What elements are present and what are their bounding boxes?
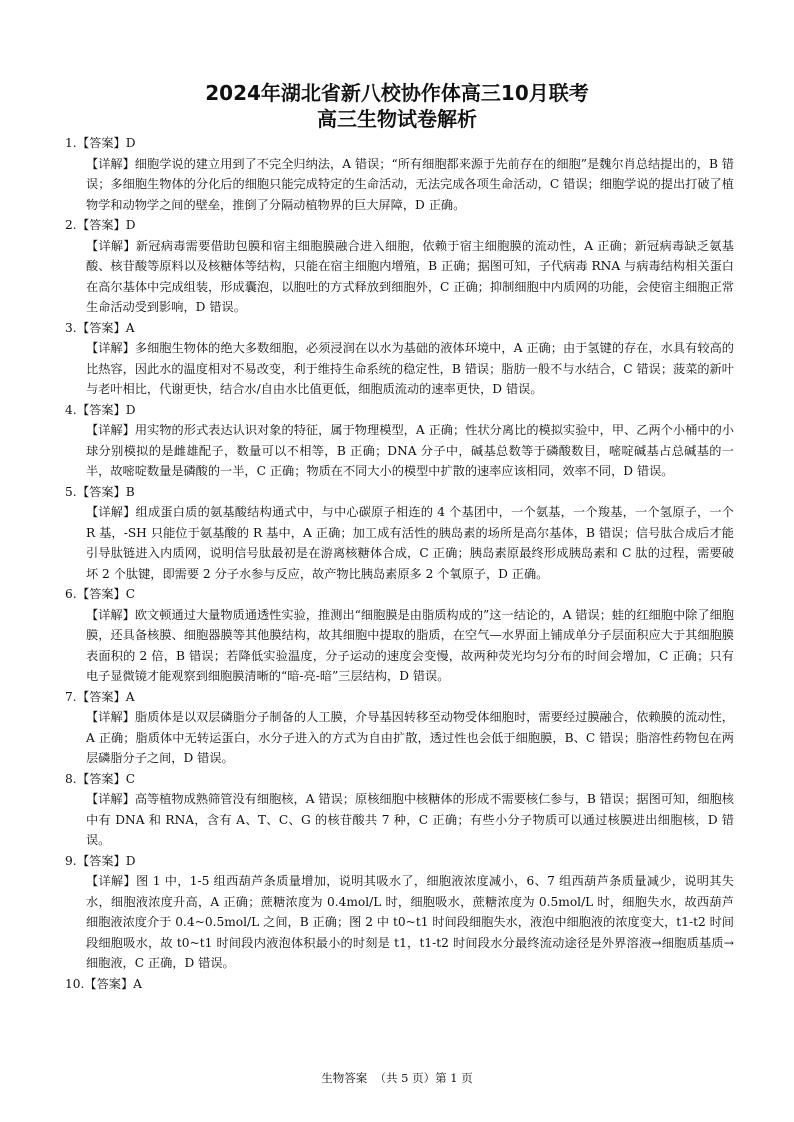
answer-line [64,974,734,995]
question-number: 7. [65,689,77,704]
page-subtitle: 高三生物试卷解析 [317,107,477,131]
answer-text: 【答案】C [77,587,136,601]
question-item-8 [64,769,734,851]
question-item-5 [64,482,734,585]
question-item-3 [64,318,734,400]
explanation-text: 【详解】细胞学说的建立用到了不完全归纳法，A 错误；“所有细胞都来源于先前存在的细胞”是魏尔肖总结提出的，B 错误；多细胞生物体的分化后的细胞只能完成特定的生命活动，无法完成各项生命活动，C 错误；细胞学说的提出打破了植物学和动物学之间的壁垒，推倒了分隔动植物界的巨大屏障，D 正确。 [86,156,734,212]
question-number: 10. [65,976,85,991]
question-number: 6. [65,587,77,601]
page-footer: 生物答案 （共 5 页）第 1 页 [321,1071,473,1085]
answer-line [64,851,734,872]
answer-text: 【答案】A [77,689,135,704]
question-item-9 [64,851,734,974]
answer-list [64,133,734,994]
answer-text: 【答案】A [84,976,142,991]
explanation-text: 【详解】脂质体是以双层磷脂分子制备的人工膜，介导基因转移至动物受体细胞时，需要经过膜融合，依赖膜的流动性，A 正确；脂质体中无转运蛋白，水分子进入的方式为自由扩散，透过性也会低于细胞膜，B、C 错误；脂溶性药物包在两层磷脂分子之间，D 错误。 [86,710,734,765]
answer-line [64,215,734,236]
question-number: 2. [65,218,77,232]
answer-line [64,482,734,503]
question-number: 1. [65,136,77,150]
question-item-7 [64,687,734,769]
answer-text: 【答案】D [77,136,136,150]
question-number: 5. [65,484,77,499]
explanation-text: 【详解】图 1 中，1-5 组西葫芦条质量增加，说明其吸水了，细胞液浓度减小，6、7 组西葫芦条质量减少，说明其失水，细胞液浓度升高，A 正确；蔗糖浓度为 0.4mol/L 时，细胞吸水，蔗糖浓度为 0.5mol/L 时，细胞失水，故西葫芦细胞液浓度介于 0.4~0.5mol/L 之间，B 正确；图 2 中 t0~t1 时间段细胞失水，液泡中细胞液的浓度变大，t1-t2 时间段细胞吸水，故 t0~t1 时间段内液泡体积最小的时刻是 t1，t1-t2 时间段水分最终流动途径是外界溶液→细胞质基质→细胞液，C 正确，D 错误。 [86,874,734,970]
answer-line [64,687,734,708]
answer-text: 【答案】D [77,853,136,868]
answer-text: 【答案】A [77,320,135,335]
answer-text: 【答案】D [77,402,136,417]
question-number: 8. [65,771,77,786]
answer-text: 【答案】B [77,484,135,499]
answer-line [64,400,734,421]
question-item-4 [64,400,734,482]
answer-text: 【答案】C [77,771,136,786]
answer-line [64,769,734,790]
answer-text: 【答案】D [77,218,136,232]
question-number: 9. [65,853,77,868]
question-item-1 [64,133,734,215]
explanation-text: 【详解】新冠病毒需要借助包膜和宿主细胞膜融合进入细胞，依赖于宿主细胞膜的流动性，A 正确；新冠病毒缺乏氨基酸、核苷酸等原料以及核糖体等结构，只能在宿主细胞内增殖，B 正确；据图可知，子代病毒 RNA 与病毒结构相关蛋白在高尔基体中完成组装，形成囊泡，以胞吐的方式释放到细胞外，C 正确；抑制细胞中内质网的功能，会使宿主细胞正常生命活动受到影响，D 错误。 [86,238,734,314]
explanation-text: 【详解】用实物的形式表达认识对象的特征，属于物理模型，A 正确；性状分离比的模拟实验中，甲、乙两个小桶中的小球分别模拟的是雌雄配子，数量可以不相等，B 正确；DNA 分子中，碱基总数等于磷酸数目，嘧啶碱基占总碱基的一半，故嘧啶数量是磷酸的一半，C 正确；物质在不同大小的模型中扩散的速率应该相同，效率不同，D 错误。 [86,423,734,478]
question-number: 4. [65,402,77,417]
explanation-text: 【详解】高等植物成熟筛管没有细胞核，A 错误；原核细胞中核糖体的形成不需要核仁参与，B 错误；据图可知，细胞核中有 DNA 和 RNA，含有 A、T、C、G 的核苷酸共 7 种，C 正确；有些小分子物质可以通过核膜进出细胞核，D 错误。 [86,792,734,847]
answer-line [64,584,734,605]
page-title: 2024年湖北省新八校协作体高三10月联考 [205,81,589,105]
explanation-text: 【详解】多细胞生物体的绝大多数细胞，必须浸润在以水为基础的液体环境中，A 正确；由于氢键的存在，水具有较高的比热容，因此水的温度相对不易改变，利于维持生命系统的稳定性，B 错误；脂肪一般不与水结合，C 错误；菠菜的新叶与老叶相比，代谢更快，结合水/自由水比值更低，细胞质流动的速率更快，D 错误。 [86,341,734,396]
answer-line [64,318,734,339]
explanation-text: 【详解】欧文顿通过大量物质通透性实验，推测出“细胞膜是由脂质构成的”这一结论的，A 错误；蛙的红细胞中除了细胞膜，还具备核膜、细胞器膜等其他膜结构，故其细胞中提取的脂质，在空气—水界面上铺成单分子层面积应大于其细胞膜表面积的 2 倍，B 错误；若降低实验温度，分子运动的速度会变慢，故两种荧光均匀分布的时间会增加，C 正确；只有电子显微镜才能观察到细胞膜清晰的“暗-亮-暗”三层结构，D 错误。 [86,607,734,683]
explanation-text: 【详解】组成蛋白质的氨基酸结构通式中，与中心碳原子相连的 4 个基团中，一个氨基，一个羧基，一个氢原子，一个 R 基，-SH 只能位于氨基酸的 R 基中，A 正确；加工成有活性的胰岛素的场所是高尔基体，B 错误；信号肽合成后才能引导肽链进入内质网，说明信号肽最初是在游离核糖体合成，C 正确；胰岛素原最终形成胰岛素和 C 肽的过程，需要破坏 2 个肽键，即需要 2 分子水参与反应，故产物比胰岛素原多 2 个氧原子，D 正确。 [86,505,734,581]
answer-line [64,133,734,154]
question-item-10 [64,974,734,995]
question-item-2 [64,215,734,318]
question-number: 3. [65,320,77,335]
question-item-6 [64,584,734,687]
